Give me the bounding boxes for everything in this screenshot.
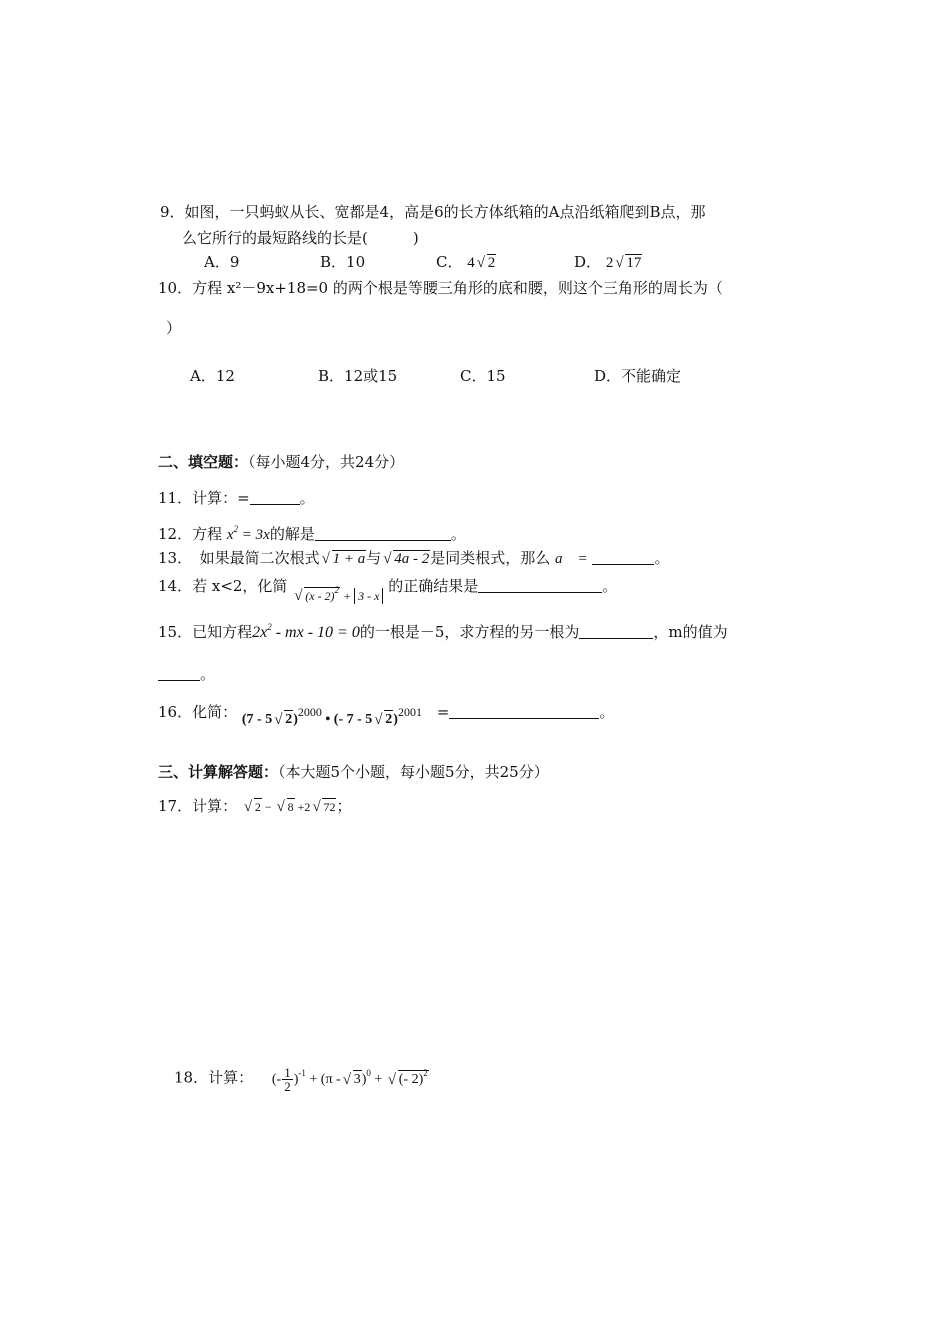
q10-option-b: B．12或15 — [318, 367, 398, 385]
q14 — [158, 576, 618, 604]
q9-option-d-coef: 2 — [605, 255, 614, 271]
q9-option-a: A．9 — [204, 253, 240, 271]
q13-end: 。 — [654, 549, 670, 567]
q13-radical-2: √ 4a - 2 — [383, 551, 430, 567]
q18 — [174, 1066, 429, 1093]
q15 — [158, 622, 728, 643]
q9-option-c-label: C． — [436, 253, 463, 271]
section3-heading — [158, 762, 549, 782]
q13 — [158, 548, 669, 569]
q11 — [158, 488, 315, 508]
q12 — [158, 524, 466, 545]
q9-option-c-coef: 4 — [467, 255, 475, 271]
q14-suffix: 的正确结果是 — [388, 577, 479, 595]
q15-suffix: 的一根是－5，求方程的另一根为 — [359, 623, 580, 641]
q15-equation: $2x^2$ - mx - 10 = 0 — [252, 622, 360, 641]
q10-option-a: A．12 — [190, 367, 235, 385]
q16 — [158, 702, 615, 728]
q15-prefix: 15．已知方程 — [158, 623, 253, 641]
section2-title: 二、填空题： — [158, 453, 249, 471]
q17-prefix: 17．计算： — [158, 797, 238, 815]
q9-line1: 9．如图，一只蚂蚁从长、宽都是4，高是6的长方体纸箱的A点沿纸箱爬到B点，那 — [160, 203, 706, 221]
q11-text: 11．计算：= — [158, 489, 250, 507]
q17-end: ； — [336, 797, 352, 815]
q11-answer-blank — [250, 490, 300, 505]
q15-mid: ，m的值为 — [653, 623, 728, 641]
q12-suffix: 的解是 — [269, 525, 315, 543]
q17-expression: √ 2 − √ 8 +2 √ 72 — [243, 799, 336, 815]
q18-prefix: 18．计算： — [174, 1068, 254, 1087]
q18-expression: (- $\frac{1}{2}$ )$^{-1}$ + (π - √ 3)$^0$ + √ (- 2)$^2$ — [271, 1065, 428, 1094]
q14-expression: √ (x - 2)2 + 3 - x — [292, 589, 383, 603]
q9-line2: 么它所行的最短路线的长是( ) — [182, 229, 419, 247]
q13-mid: 与 — [366, 549, 382, 567]
q9-option-c-radical: √ 2 — [476, 255, 496, 271]
q12-prefix: 12．方程 — [158, 525, 223, 543]
q9-option-b: B．10 — [320, 253, 366, 271]
q16-prefix: 16．化简： — [158, 703, 238, 721]
q13-radical-1: √ 1 + a — [321, 551, 366, 567]
q15-m-blank — [158, 666, 200, 681]
section3-title: 三、计算解答题： — [158, 763, 279, 781]
q13-var: a = — [555, 551, 588, 567]
q10-line2: ） — [166, 319, 182, 337]
q13-answer-blank — [592, 550, 654, 565]
q12-equation: $x^2 = 3x$ — [226, 524, 270, 543]
q10-line1: 10．方程 x²－9x+18=0 的两个根是等腰三角形的底和腰，则这个三角形的周长为（ — [158, 279, 723, 297]
q16-eqsign: = — [436, 703, 450, 721]
q10-option-c: C．15 — [460, 367, 506, 385]
q13-suffix: 是同类根式，那么 — [430, 549, 551, 567]
q14-answer-blank — [478, 578, 602, 593]
q14-end: 。 — [602, 577, 618, 595]
q9-option-c — [436, 252, 496, 273]
q12-end: 。 — [450, 525, 466, 543]
q16-expression: (7 - 5 √ 2)$^{2000}$ • (- 7 - 5 √ 2)$^{2001}$ — [241, 705, 422, 728]
q10-option-d: D．不能确定 — [594, 367, 682, 385]
section3-note: （本大题5个小题，每小题5分，共25分） — [278, 763, 549, 781]
q12-answer-blank — [315, 526, 451, 541]
section2-note: （每小题4分，共24分） — [248, 453, 405, 471]
q17 — [158, 796, 351, 817]
q16-answer-blank — [449, 704, 599, 719]
q16-end: 。 — [599, 703, 615, 721]
q15-root-blank — [579, 624, 653, 639]
q15-end: 。 — [200, 665, 216, 683]
q11-end: 。 — [299, 489, 315, 507]
q13-prefix: 13． 如果最简二次根式 — [158, 549, 320, 567]
q9-option-d — [574, 252, 642, 273]
q14-prefix: 14．若 x<2，化简 — [158, 577, 288, 595]
q9-option-d-label: D． — [574, 253, 602, 271]
q9-option-d-radical: √ 17 — [615, 255, 642, 271]
section2-heading — [158, 452, 404, 472]
q15-line2 — [158, 664, 215, 684]
